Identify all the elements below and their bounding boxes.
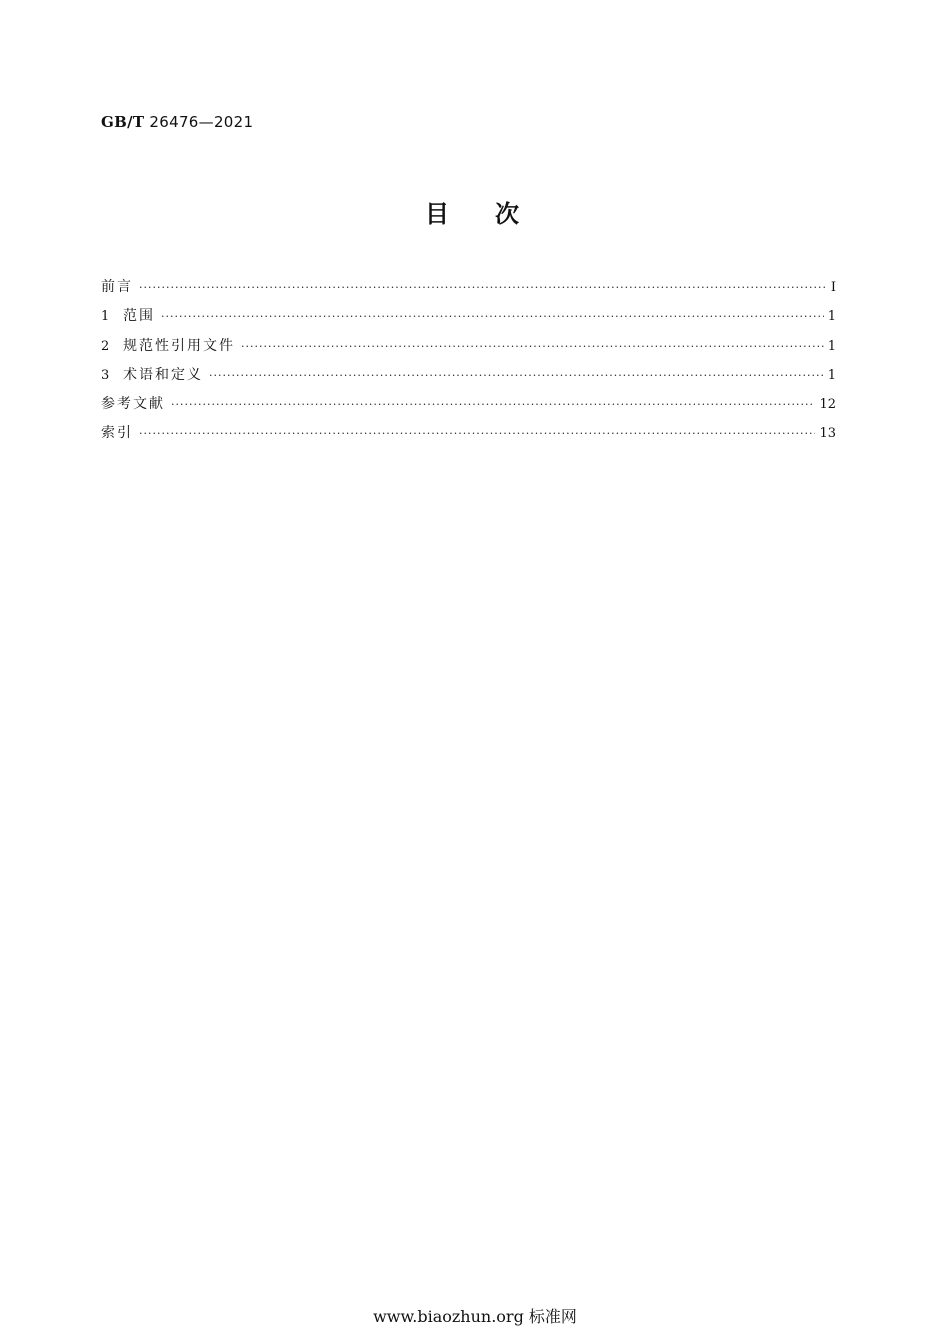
toc-entry-label: 参考文献 [101,396,165,413]
toc-entry-terms-definitions[interactable] [101,364,836,393]
toc-entry-page: 1 [827,309,836,325]
standard-code [101,113,253,131]
table-of-contents [101,276,836,452]
page-title: 目次 [425,200,565,228]
toc-entry-page: 1 [827,338,836,354]
toc-entry-bibliography[interactable] [101,393,836,422]
toc-entry-number: 3 [101,367,110,383]
standard-prefix: GB/T [101,113,145,131]
toc-entry-number: 2 [101,338,110,354]
toc-leader-dots [209,369,824,382]
toc-entry-page: 1 [827,367,836,383]
toc-entry-foreword[interactable] [101,276,836,305]
toc-entry-number: 1 [101,309,110,325]
toc-entry-scope[interactable] [101,305,836,334]
toc-entry-label: 规范性引用文件 [123,337,235,354]
toc-entry-normative-references[interactable] [101,335,836,364]
toc-leader-dots [139,281,827,294]
toc-entry-label: 前言 [101,279,133,295]
toc-entry-page: Ⅰ [830,280,836,295]
toc-leader-dots [171,398,815,411]
toc-leader-dots [139,427,815,440]
footer-watermark: www.biaozhun.org 标准网 [373,1307,577,1326]
toc-entry-page: 12 [819,397,836,413]
toc-entry-label: 术语和定义 [123,366,203,383]
standard-number: 26476—2021 [149,113,254,131]
toc-entry-page: 13 [819,426,836,442]
toc-leader-dots [241,340,824,353]
toc-entry-label: 范围 [123,308,155,325]
toc-leader-dots [161,310,824,323]
toc-entry-label: 索引 [101,425,133,442]
toc-entry-index[interactable] [101,422,836,451]
